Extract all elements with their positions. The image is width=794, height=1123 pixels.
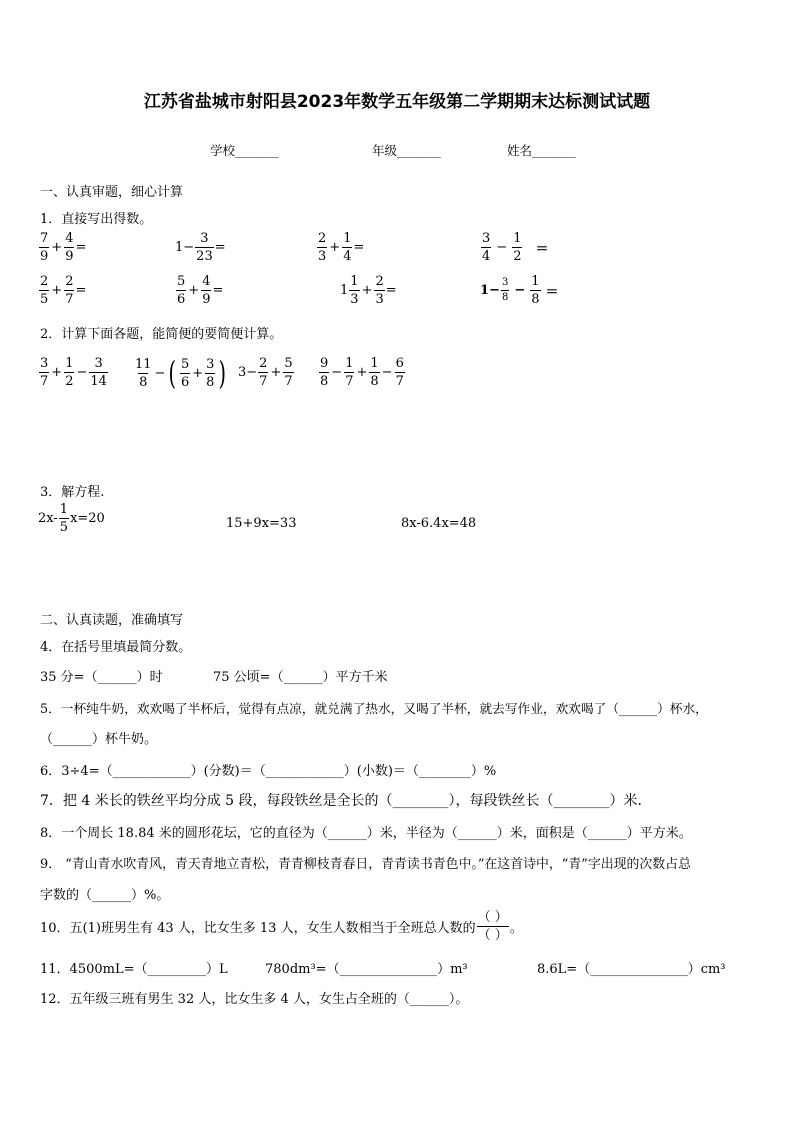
equation-3: 8x-6.4x=48 xyxy=(401,516,477,531)
grade-field: 年级_______ xyxy=(372,143,441,158)
section1-title: 一、认真审题，细心计算 xyxy=(40,185,184,200)
calc-1-6: $\frac{5}{6}$ + $\frac{4}{9}$ = xyxy=(177,274,224,307)
question-5-line1: 5．一杯纯牛奶，欢欢喝了半杯后，觉得有点凉，就兑满了热水，又喝了半杯，就去写作业，欢欢喝了（______）杯水， xyxy=(40,701,708,716)
question-10: 10．五(1)班男生有 43 人，比女生多 13 人，女生人数相当于全班总人数的 $\frac{( )}{( )}$ 。 xyxy=(40,910,523,943)
question-11b: 780dm³=（_______________）m³ xyxy=(265,962,468,977)
calc-1-3: $\frac{2}{3}$ + $\frac{1}{4}$ = xyxy=(318,231,365,264)
question-9-line2: 字数的（______）%。 xyxy=(40,888,170,903)
question-11c: 8.6L=（_______________）cm³ xyxy=(537,962,726,977)
calc-1-5: $\frac{2}{5}$ + $\frac{2}{7}$ = xyxy=(40,274,87,307)
question-12: 12．五年级三班有男生 32 人，比女生多 4 人，女生占全班的（______）。 xyxy=(40,992,469,1007)
equation-2: 15+9x=33 xyxy=(226,516,297,531)
question-7: 7．把 4 米长的铁丝平均分成 5 段，每段铁丝是全长的（________），每段铁丝长（________）米． xyxy=(40,793,652,809)
question-2: 2．计算下面各题，能简便的要简便计算。 xyxy=(40,327,283,342)
calc-1-8: 1− $\frac{3}{8}$ − $\frac{1}{8}$ ＝ xyxy=(480,274,559,307)
calc-1-7: 1 $\frac{1}{3}$ + $\frac{2}{3}$ = xyxy=(340,274,397,307)
calc-2-2: $\frac{11}{8}$ − ( $\frac{5}{6}$ + $\frac{3}{8}$ ) xyxy=(135,354,227,392)
question-3: 3．解方程. xyxy=(40,485,105,500)
question-11a: 11．4500mL=（_________）L xyxy=(40,962,228,977)
calc-2-3: 3− $\frac{2}{7}$ + $\frac{5}{7}$ xyxy=(238,356,293,389)
question-6: 6．3÷4=（____________）(分数)＝（____________）(小数)＝（________）% xyxy=(40,764,497,779)
calc-1-4: $\frac{3}{4}$ − $\frac{1}{2}$ ＝ xyxy=(482,231,549,264)
question-4a: 35 分=（______）时 xyxy=(40,670,163,685)
calc-2-4: $\frac{9}{8}$ − $\frac{1}{7}$ + $\frac{1}{8}$ − $\frac{6}{7}$ xyxy=(320,356,404,389)
calc-2-1: $\frac{3}{7}$ + $\frac{1}{2}$ − $\frac{3}{14}$ xyxy=(40,356,107,389)
page-title: 江苏省盐城市射阳县2023年数学五年级第二学期期末达标测试试题 xyxy=(143,92,651,112)
school-field: 学校_______ xyxy=(210,143,279,158)
calc-1-1: $\frac{7}{9}$ + $\frac{4}{9}$ = xyxy=(40,231,87,264)
question-9-line1: 9． “青山青水吹青风，青天青地立青松，青青柳枝青春日，青青读书青色中。”在这首诗中，“青”字出现的次数占总 xyxy=(40,857,691,872)
name-field: 姓名_______ xyxy=(507,143,576,158)
calc-1-2: 1− $\frac{3}{23}$ = xyxy=(175,231,226,264)
question-4: 4．在括号里填最简分数。 xyxy=(40,640,192,655)
question-1: 1．直接写出得数。 xyxy=(40,212,153,227)
equation-1: 2x- $\frac{1}{5}$ x=20 xyxy=(38,502,105,535)
section2-title: 二、认真读题，准确填写 xyxy=(40,613,184,628)
question-8: 8．一个周长 18.84 米的圆形花坛，它的直径为（______）米，半径为（______）米，面积是（______）平方米。 xyxy=(40,826,692,841)
question-4b: 75 公顷=（______）平方千米 xyxy=(213,670,388,685)
question-5-line2: （______）杯牛奶。 xyxy=(40,732,158,747)
